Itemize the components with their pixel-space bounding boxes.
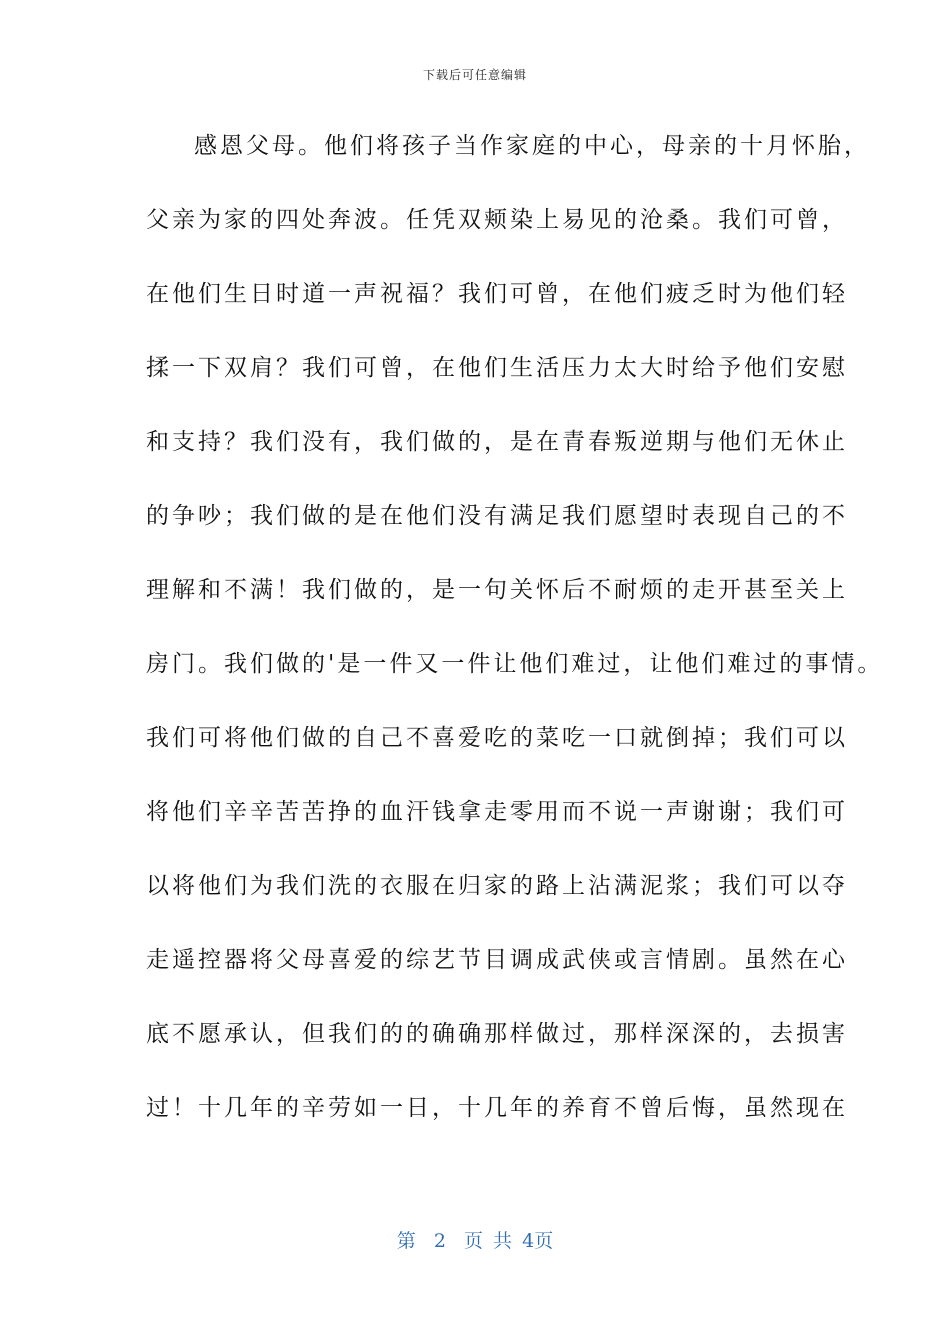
text-line: 感恩父母。他们将孩子当作家庭的中心，母亲的十月怀胎，	[194, 133, 870, 159]
text-line: 揉一下双肩？我们可曾，在他们生活压力太大时给予他们安慰	[146, 355, 848, 381]
header-note: 下载后可任意编辑	[422, 68, 527, 82]
page-word: 页	[463, 1230, 483, 1252]
text-line: 和支持？我们没有，我们做的，是在青春叛逆期与他们无休止	[146, 429, 848, 455]
text-line: 父亲为家的四处奔波。任凭双颊染上易见的沧桑。我们可曾，	[146, 207, 848, 233]
page-prefix: 第	[396, 1230, 416, 1252]
text-line: 将他们辛辛苦苦挣的血汗钱拿走零用而不说一声谢谢；我们可	[146, 799, 848, 825]
text-line: 走遥控器将父母喜爱的综艺节目调成武侠或言情剧。虽然在心	[146, 947, 848, 973]
total-pages: 4页	[522, 1230, 554, 1252]
text-line: 我们可将他们做的自己不喜爱吃的菜吃一口就倒掉；我们可以	[146, 725, 848, 751]
page-footer	[0, 1226, 950, 1253]
body-text	[146, 124, 884, 1160]
text-line: 理解和不满！我们做的，是一句关怀后不耐烦的走开甚至关上	[146, 577, 848, 603]
text-line: 过！十几年的辛劳如一日，十几年的养育不曾后悔，虽然现在	[146, 1095, 848, 1121]
total-prefix: 共	[493, 1230, 513, 1252]
text-line: 房门。我们做的'是一件又一件让他们难过，让他们难过的事情。	[146, 651, 884, 677]
current-page-number: 2	[433, 1230, 446, 1252]
text-line: 底不愿承认，但我们的的确确那样做过，那样深深的，去损害	[146, 1021, 848, 1047]
text-line: 的争吵；我们做的是在他们没有满足我们愿望时表现自己的不	[146, 503, 848, 529]
text-line: 以将他们为我们洗的衣服在归家的路上沾满泥浆；我们可以夺	[146, 873, 848, 899]
text-line: 在他们生日时道一声祝福？我们可曾，在他们疲乏时为他们轻	[146, 281, 848, 307]
